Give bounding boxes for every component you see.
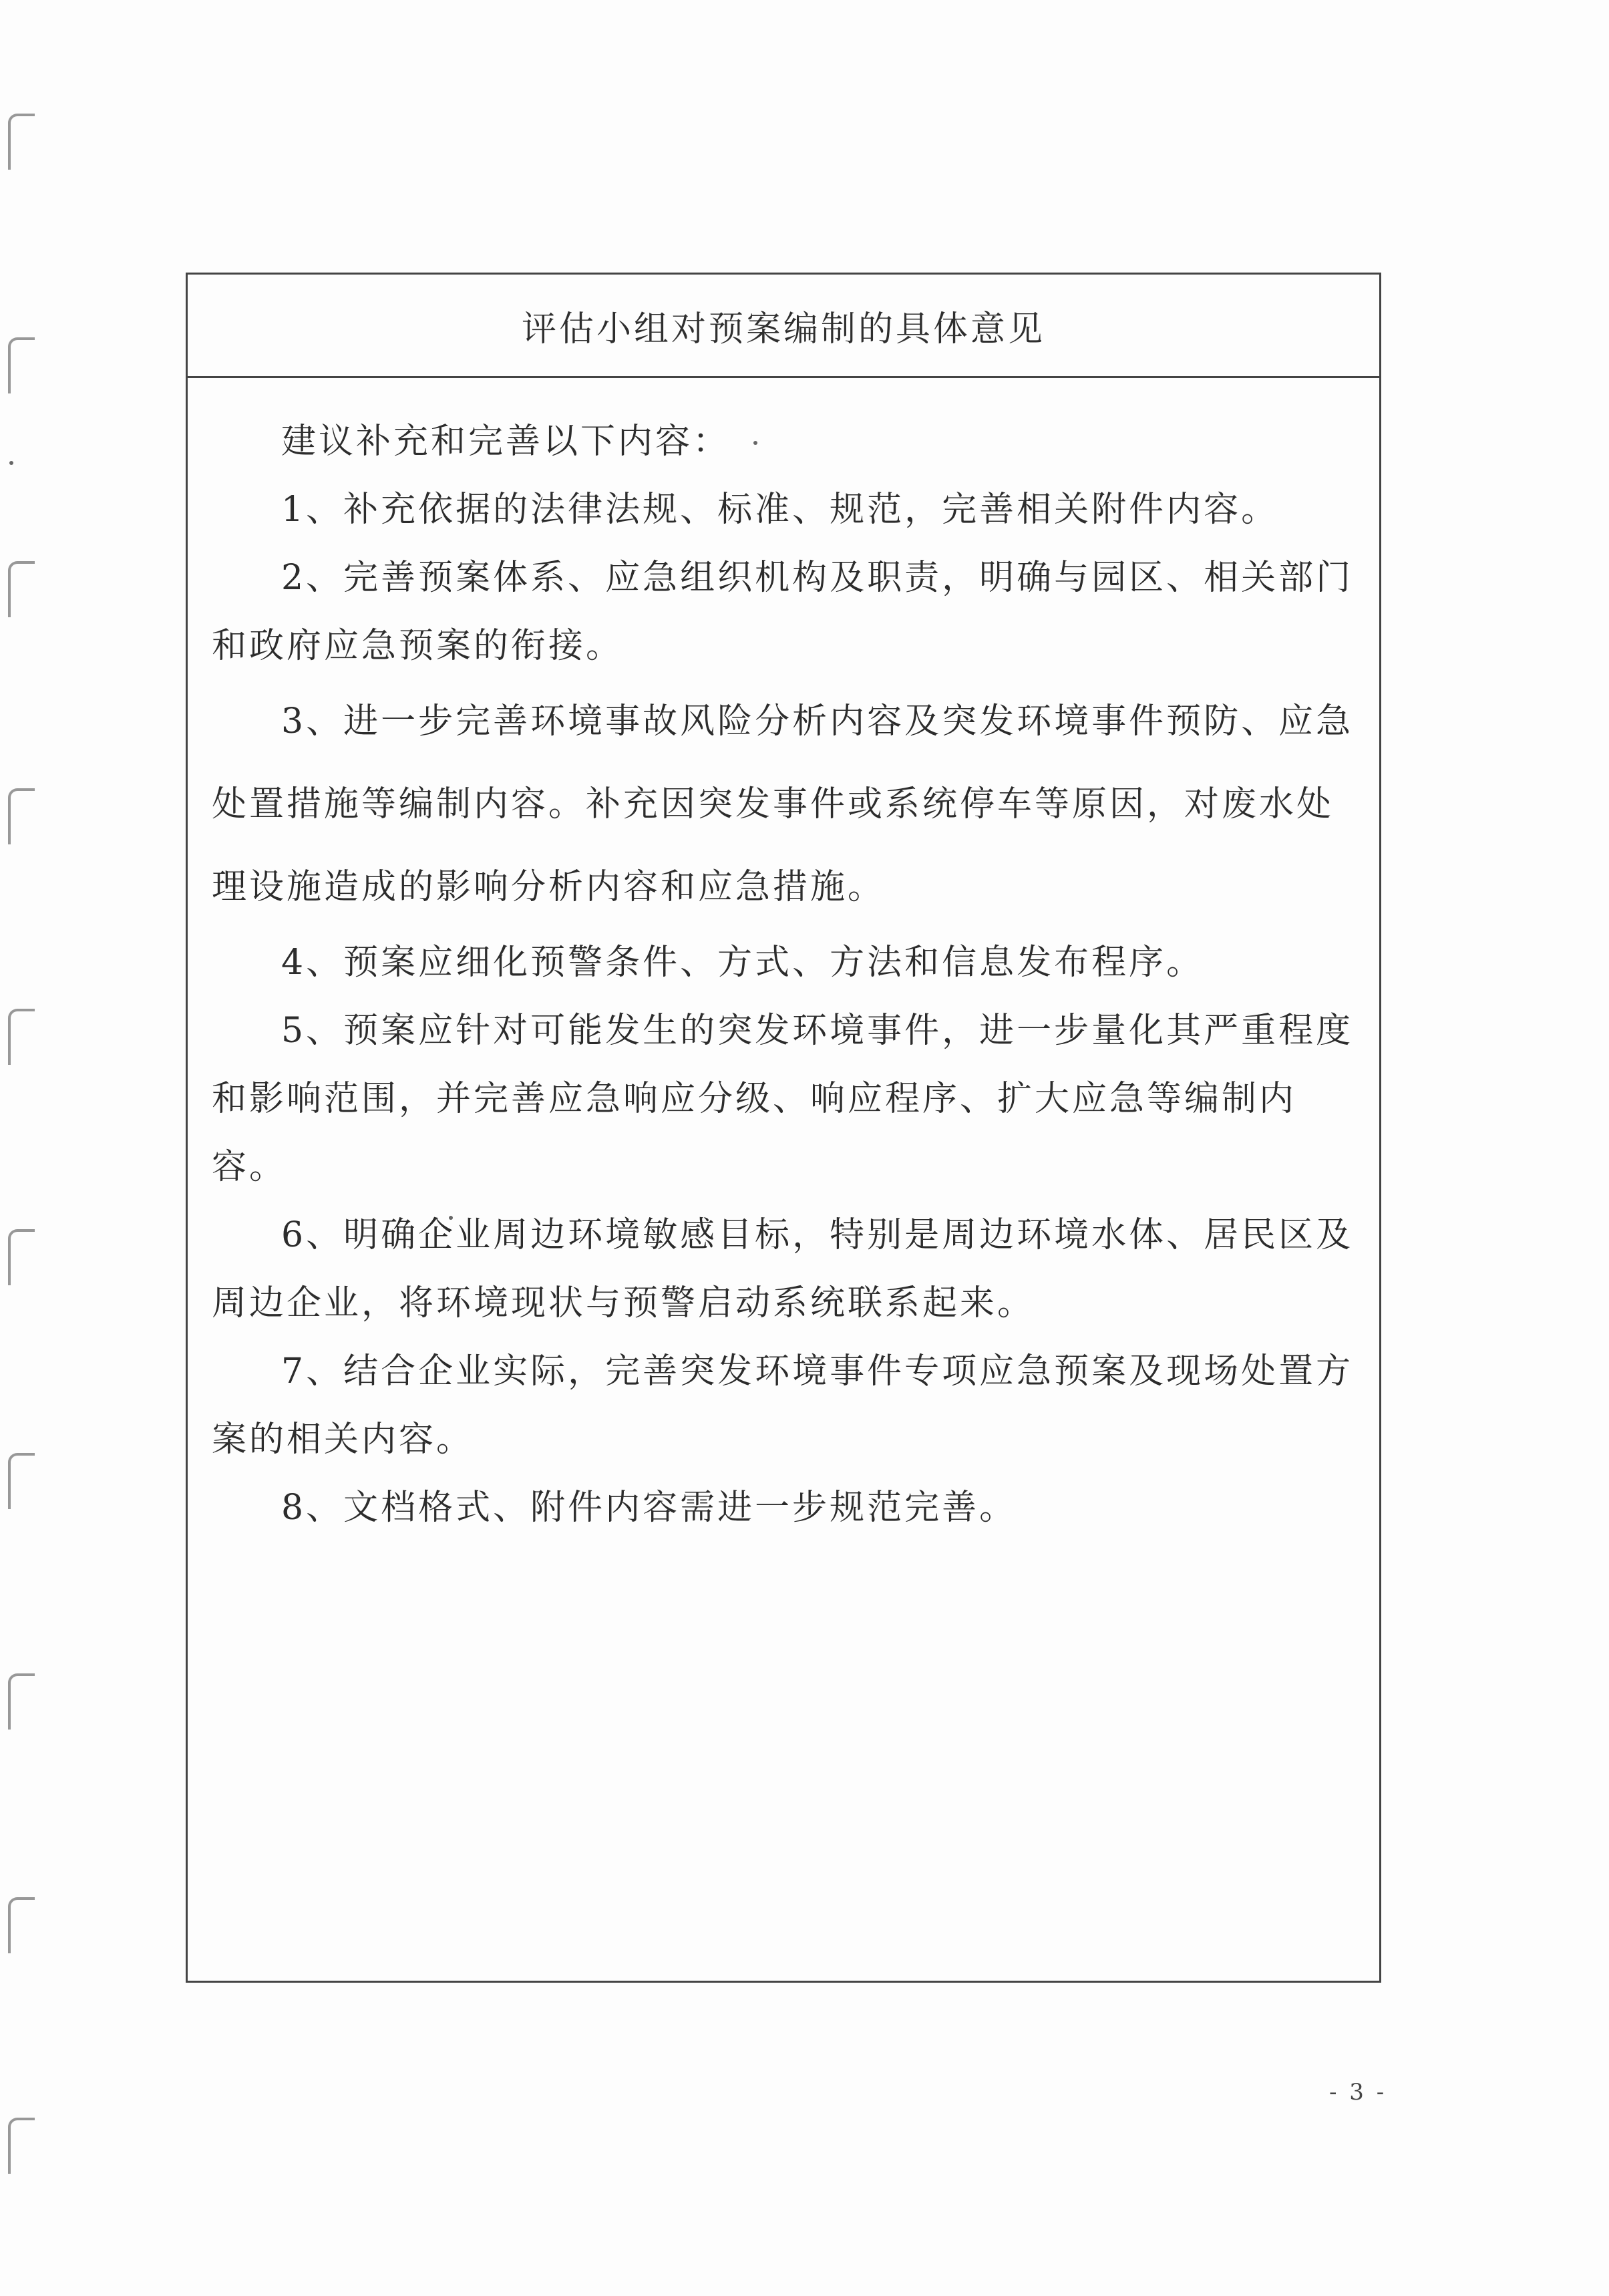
list-item: 3、进一步完善环境事故风险分析内容及突发环境事件预防、应急处置措施等编制内容。补充因突发事件或系统停车等原因，对废水处理设施造成的影响分析内容和应急措施。: [212, 701, 1354, 907]
table-body: [188, 378, 1379, 1542]
list-item: 4、预案应细化预警条件、方式、方法和信息发布程序。: [281, 943, 1204, 983]
binding-hole-mark: [8, 2118, 35, 2174]
list-item: 6、明确企业周边环境敏感目标，特别是周边环境水体、居民区及周边企业，将环境现状与预警启动系统联系起来。: [212, 1215, 1354, 1323]
list-item: 5、预案应针对可能发生的突发环境事件，进一步量化其严重程度和影响范围，并完善应急响应分级、响应程序、扩大应急等编制内容。: [212, 1011, 1354, 1187]
scan-speck: [9, 461, 13, 465]
opinion-table: [186, 273, 1381, 1983]
list-item: 7、结合企业实际，完善突发环境事件专项应急预案及现场处置方案的相关内容。: [212, 1351, 1354, 1460]
list-item: 8、文档格式、附件内容需进一步规范完善。: [281, 1488, 1017, 1528]
list-item: 1、补充依据的法律法规、标准、规范，完善相关附件内容。: [281, 490, 1279, 530]
intro-paragraph: 建议补充和完善以下内容：: [281, 422, 731, 462]
binding-hole-mark: [8, 337, 35, 393]
binding-hole-mark: [8, 1009, 35, 1065]
binding-hole-mark: [8, 1897, 35, 1953]
binding-hole-mark: [8, 1673, 35, 1730]
page-number: - 3 -: [1329, 2079, 1387, 2106]
list-item: 2、完善预案体系、应急组织机构及职责，明确与园区、相关部门和政府应急预案的衔接。: [212, 558, 1354, 666]
binding-hole-mark: [8, 1229, 35, 1285]
table-header: 评估小组对预案编制的具体意见: [188, 275, 1379, 378]
binding-hole-mark: [8, 114, 35, 170]
binding-hole-mark: [8, 788, 35, 844]
binding-hole-mark: [8, 1453, 35, 1509]
binding-hole-mark: [8, 561, 35, 617]
